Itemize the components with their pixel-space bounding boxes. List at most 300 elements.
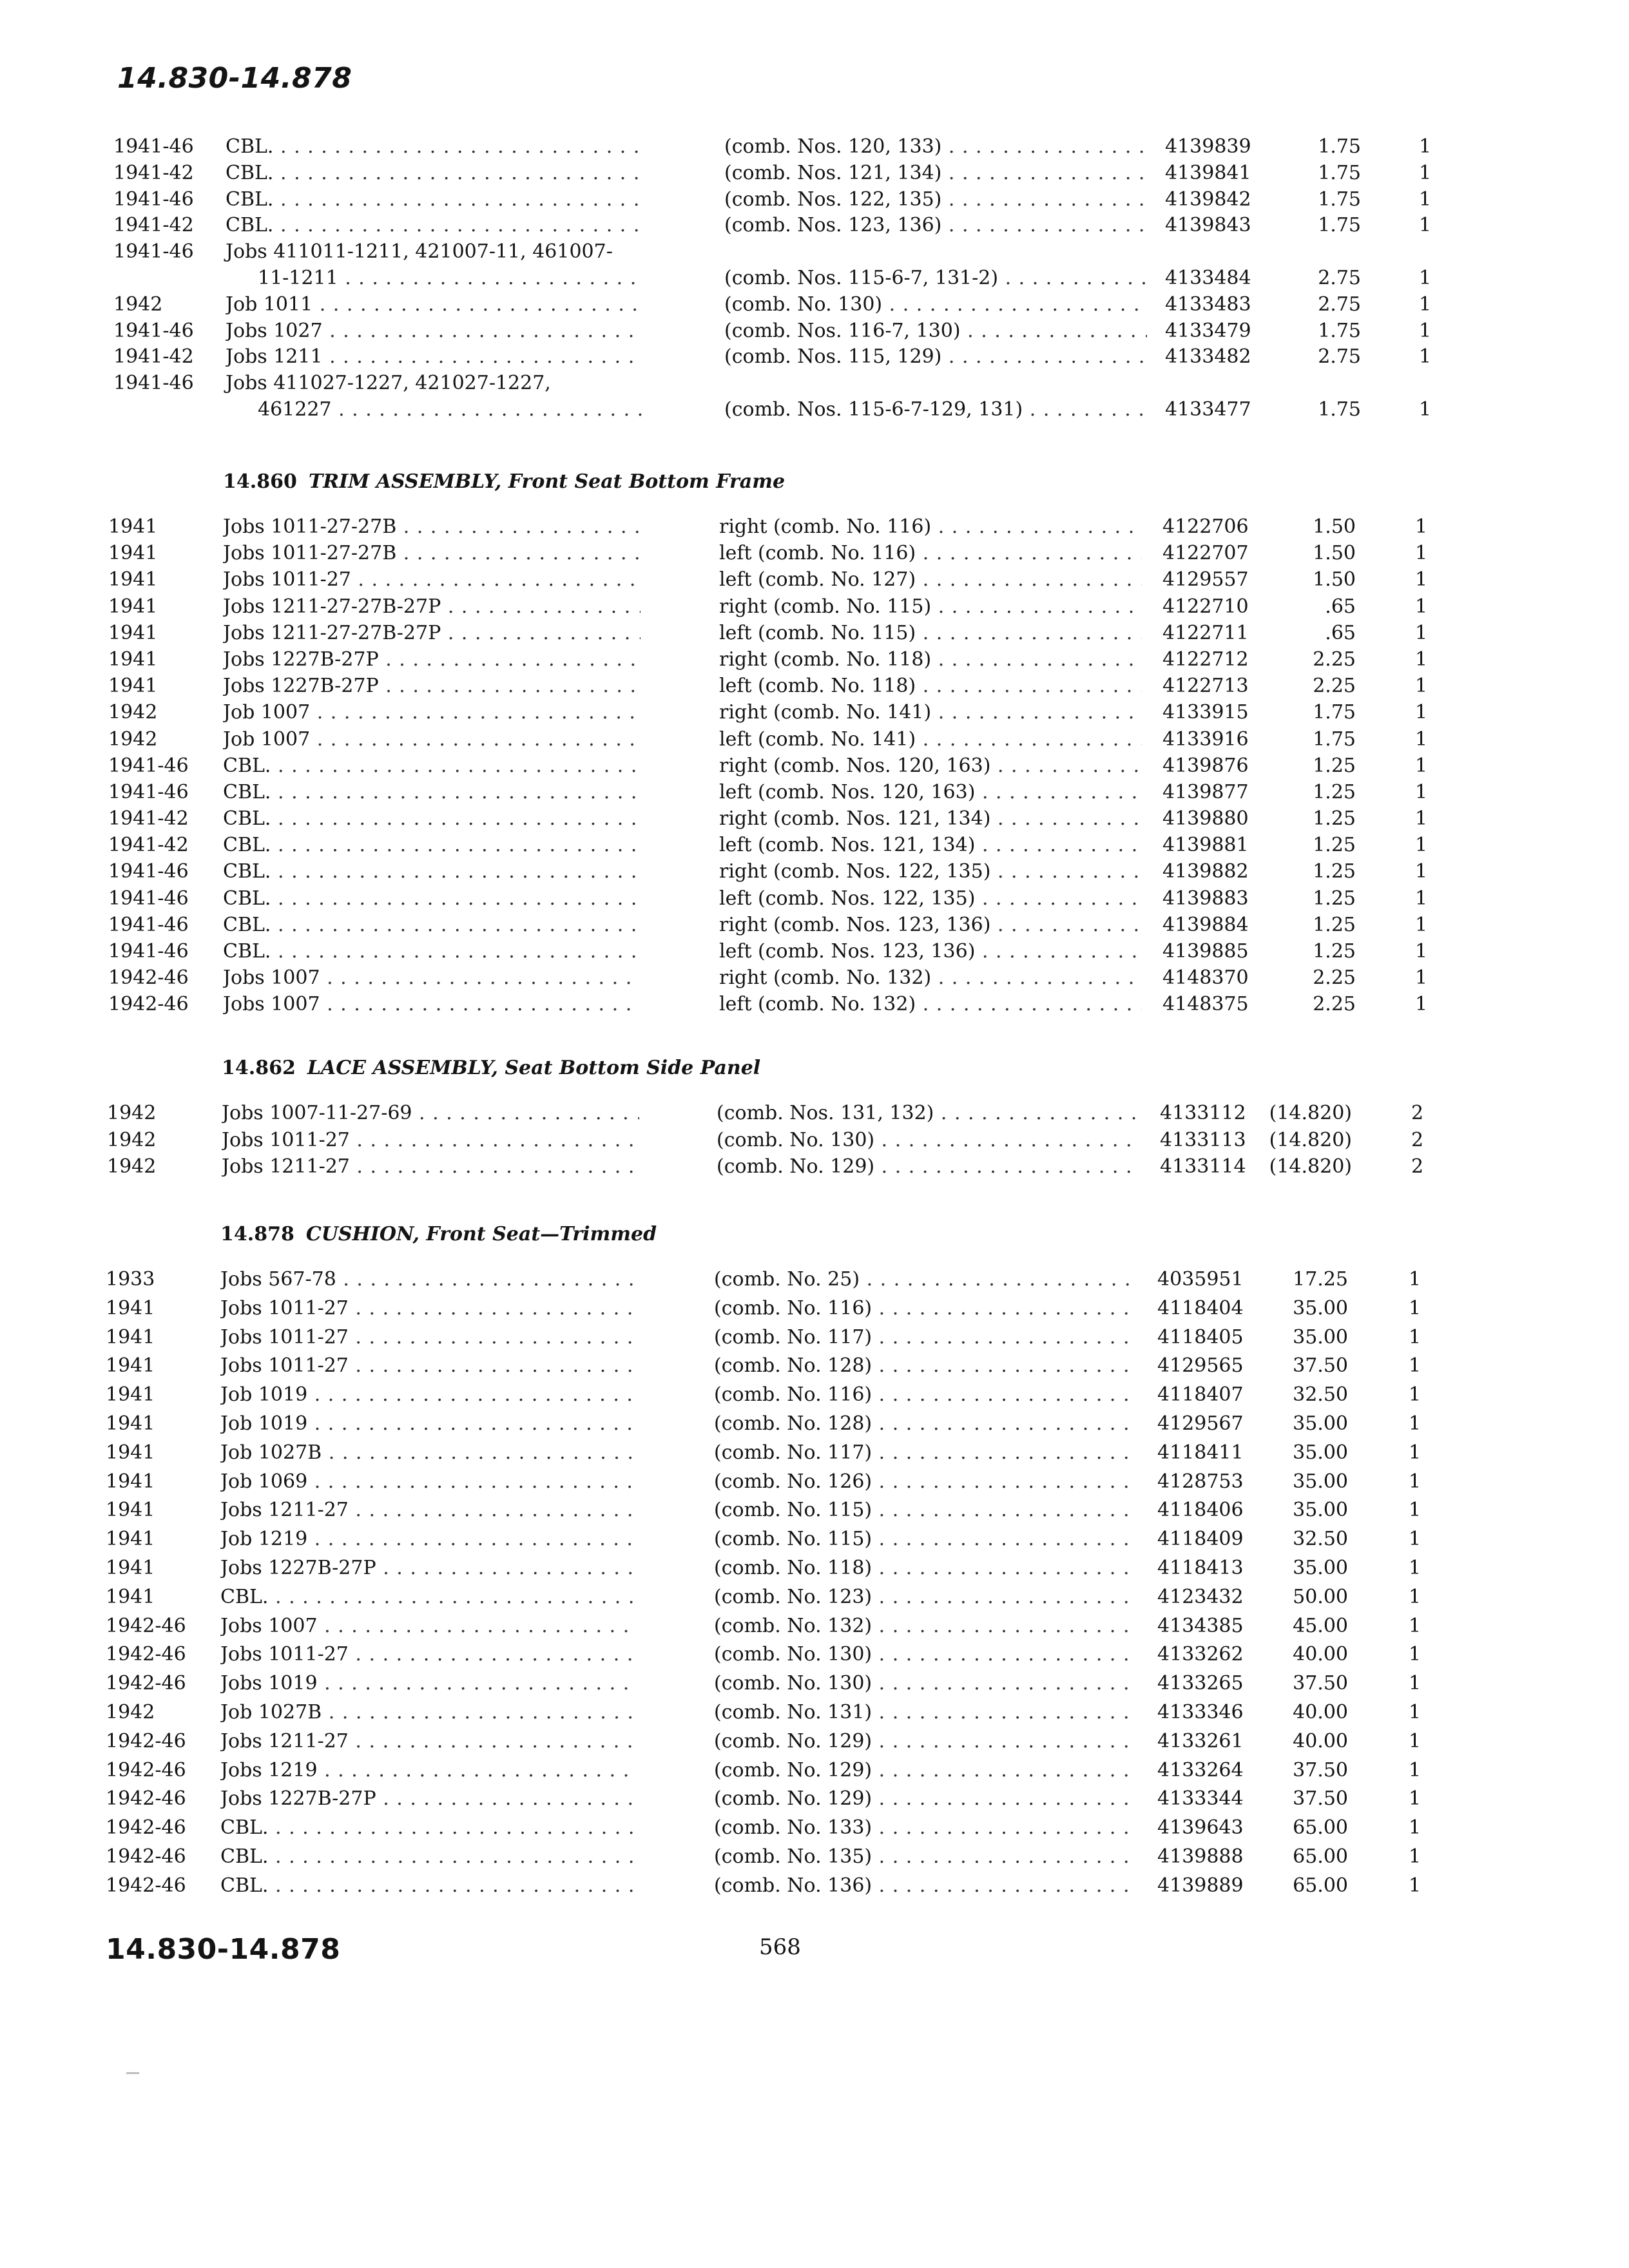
part-number-cell: 4118411: [1157, 1441, 1244, 1464]
quantity-cell: 1: [1419, 161, 1432, 184]
jobs-text: Jobs 1007-11-27-69: [222, 1102, 412, 1124]
description-cell: [724, 292, 1147, 318]
jobs-text: Jobs 1007: [220, 1614, 318, 1637]
jobs-text: Jobs 411027-1227, 421027-1227,: [226, 372, 551, 395]
price-cell: 1.25: [1313, 860, 1356, 883]
parts-row: [0, 370, 1629, 423]
jobs-cell: [220, 1325, 638, 1350]
price-cell: 35.00: [1293, 1325, 1348, 1349]
parts-row: [0, 1844, 1629, 1873]
description-text: (comb. No. 116): [714, 1383, 872, 1407]
jobs-text: CBL.: [223, 940, 271, 963]
quantity-cell: 1: [1409, 1296, 1422, 1320]
jobs-cell: [223, 753, 641, 779]
year-cell: 1942-46: [108, 966, 189, 990]
quantity-cell: 1: [1419, 266, 1432, 289]
jobs-text: CBL.: [223, 754, 271, 777]
description-text: (comb. Nos. 115, 129): [724, 345, 942, 369]
part-number-cell: 4133113: [1160, 1128, 1246, 1151]
parts-row: [0, 567, 1629, 593]
price-cell: 35.00: [1293, 1296, 1348, 1320]
jobs-text: CBL.: [226, 214, 274, 237]
jobs-text: CBL.: [223, 780, 271, 803]
quantity-cell: 1: [1415, 675, 1428, 698]
year-cell: 1941-46: [113, 372, 194, 395]
year-cell: 1941-46: [113, 319, 194, 342]
part-number-cell: 4139884: [1162, 913, 1249, 936]
parts-row: [0, 1729, 1629, 1758]
quantity-cell: 1: [1409, 1528, 1422, 1551]
year-cell: 1941: [108, 648, 158, 671]
part-number-cell: 4133483: [1165, 293, 1251, 316]
parts-row: [0, 780, 1629, 806]
jobs-text: Jobs 1219: [220, 1758, 318, 1782]
part-number-cell: 4122711: [1162, 621, 1249, 644]
year-cell: 1941-42: [113, 161, 194, 184]
part-number-cell: 4139883: [1162, 887, 1249, 910]
description-cell: [724, 344, 1147, 370]
description-cell: [719, 912, 1142, 938]
quantity-cell: 1: [1415, 727, 1428, 751]
parts-row: [0, 1815, 1629, 1844]
jobs-cell: [226, 239, 643, 265]
description-text: (comb. No. 128): [714, 1412, 872, 1435]
jobs-text: Jobs 1011-27: [223, 568, 351, 591]
part-number-cell: 4133265: [1157, 1672, 1244, 1695]
price-cell: 2.75: [1318, 345, 1361, 369]
description-cell: [714, 1267, 1137, 1293]
part-number-cell: 4123432: [1157, 1585, 1244, 1608]
jobs-text: Jobs 1227B-27P: [223, 675, 379, 698]
quantity-cell: 1: [1409, 1268, 1422, 1291]
jobs-text: Jobs 1011-27: [220, 1643, 349, 1666]
price-cell: 1.75: [1318, 214, 1361, 237]
quantity-cell: 1: [1419, 345, 1432, 369]
quantity-cell: 1: [1419, 135, 1432, 158]
description-text: (comb. No. 130): [724, 293, 883, 316]
jobs-cell: [223, 727, 641, 753]
price-cell: 1.75: [1318, 161, 1361, 184]
year-cell: 1942-46: [106, 1614, 186, 1637]
description-cell: [719, 727, 1142, 753]
year-cell: 1942: [108, 701, 158, 724]
jobs-text: CBL.: [226, 187, 274, 211]
jobs-cell: [223, 620, 641, 646]
part-number-cell: 4139881: [1162, 834, 1249, 857]
parts-row: [0, 1267, 1629, 1296]
parts-row: [0, 187, 1629, 213]
jobs-text: Jobs 1211-27-27B-27P: [223, 621, 441, 644]
description-text: (comb. No. 117): [714, 1441, 872, 1464]
jobs-text: Jobs 411011-1211, 421007-11, 461007-: [226, 240, 613, 264]
part-number-cell: 4133262: [1157, 1643, 1244, 1666]
price-cell: 35.00: [1293, 1441, 1348, 1464]
price-cell: (14.820): [1269, 1128, 1352, 1151]
jobs-text: Job 1069: [220, 1470, 308, 1493]
quantity-cell: 1: [1409, 1845, 1422, 1868]
part-number-cell: 4139889: [1157, 1874, 1244, 1897]
jobs-text: Jobs 567-78: [220, 1268, 336, 1291]
year-cell: 1941-46: [108, 754, 189, 777]
description-text: right (comb. No. 118): [719, 648, 932, 671]
jobs-text: Job 1007: [223, 701, 311, 724]
jobs-cell: [220, 1786, 638, 1812]
jobs-cell: [226, 292, 643, 318]
jobs-cell: [226, 213, 643, 238]
parts-row: [0, 1873, 1629, 1902]
parts-row: [0, 700, 1629, 726]
description-cell: [714, 1786, 1137, 1812]
year-cell: 1941: [106, 1499, 155, 1522]
parts-row: [0, 1526, 1629, 1555]
price-cell: 2.75: [1318, 266, 1361, 289]
description-cell: [724, 318, 1147, 344]
parts-row: [0, 514, 1629, 541]
year-cell: 1941: [108, 515, 158, 538]
jobs-text: Job 1219: [220, 1528, 308, 1551]
jobs-cell: [223, 992, 641, 1017]
quantity-cell: 1: [1415, 780, 1428, 803]
quantity-cell: 1: [1415, 860, 1428, 883]
jobs-text: CBL.: [220, 1874, 269, 1897]
jobs-text: CBL.: [223, 834, 271, 857]
quantity-cell: 1: [1415, 595, 1428, 618]
part-number-cell: 4129565: [1157, 1354, 1244, 1378]
description-text: (comb. No. 126): [714, 1470, 872, 1493]
jobs-text: Jobs 1011-27: [220, 1296, 349, 1320]
description-cell: [714, 1642, 1137, 1667]
price-cell: 1.25: [1313, 780, 1356, 803]
part-number-cell: 4139842: [1165, 187, 1251, 211]
description-cell: [714, 1411, 1137, 1437]
price-cell: 1.25: [1313, 834, 1356, 857]
quantity-cell: 1: [1419, 398, 1432, 421]
description-text: left (comb. Nos. 121, 134): [719, 834, 976, 857]
parts-row: [0, 620, 1629, 647]
price-cell: 2.25: [1313, 993, 1356, 1016]
description-cell: [714, 1325, 1137, 1350]
jobs-cell: [220, 1497, 638, 1523]
year-cell: 1941: [106, 1470, 155, 1493]
description-text: (comb. No. 130): [717, 1128, 875, 1151]
jobs-text: Jobs 1211-27: [220, 1499, 349, 1522]
jobs-cell: [220, 1729, 638, 1754]
description-cell: [717, 1100, 1139, 1126]
section-number: 14.860: [223, 470, 297, 493]
part-number-cell: 4133346: [1157, 1700, 1244, 1724]
year-cell: 1942-46: [106, 1729, 186, 1753]
quantity-cell: 1: [1419, 214, 1432, 237]
section-title: [223, 470, 785, 493]
price-cell: .65: [1325, 621, 1356, 644]
section-name: TRIM ASSEMBLY, Front Seat Bottom Frame: [308, 470, 786, 493]
description-cell: [719, 780, 1142, 805]
description-text: (comb. No. 130): [714, 1643, 872, 1666]
description-text: (comb. No. 129): [714, 1729, 872, 1753]
parts-row: [0, 1758, 1629, 1787]
description-text: (comb. No. 131): [714, 1700, 872, 1724]
part-number-cell: 4133916: [1162, 727, 1249, 751]
jobs-cell: [223, 859, 641, 885]
description-text: right (comb. Nos. 123, 136): [719, 913, 991, 936]
year-cell: 1941: [108, 675, 158, 698]
description-text: right (comb. Nos. 122, 135): [719, 860, 991, 883]
year-cell: 1941-42: [108, 834, 189, 857]
jobs-cell: [223, 832, 641, 858]
description-text: left (comb. No. 141): [719, 727, 916, 751]
description-cell: [719, 567, 1142, 593]
year-cell: 1942-46: [106, 1758, 186, 1782]
jobs-text: Job 1027B: [220, 1441, 322, 1464]
year-cell: 1942: [108, 727, 158, 751]
price-cell: 1.75: [1318, 398, 1361, 421]
quantity-cell: 1: [1415, 807, 1428, 831]
description-text: (comb. No. 135): [714, 1845, 872, 1868]
part-number-cell: 4139876: [1162, 754, 1249, 777]
description-text: right (comb. No. 115): [719, 595, 932, 618]
quantity-cell: 1: [1415, 993, 1428, 1016]
jobs-cell: [222, 1154, 639, 1180]
price-cell: 1.50: [1313, 568, 1356, 591]
parts-rows: [0, 1267, 1629, 1902]
parts-row: [0, 1584, 1629, 1613]
description-cell: [714, 1497, 1137, 1523]
parts-row: [0, 647, 1629, 673]
description-cell: [714, 1613, 1137, 1639]
parts-row: [0, 806, 1629, 832]
description-text: (comb. No. 129): [714, 1758, 872, 1782]
description-cell: [714, 1729, 1137, 1754]
description-text: (comb. No. 129): [714, 1787, 872, 1811]
jobs-cell: [223, 806, 641, 832]
price-cell: 1.75: [1318, 135, 1361, 158]
price-cell: 1.75: [1318, 319, 1361, 342]
part-number-cell: 4133114: [1160, 1155, 1246, 1178]
price-cell: 17.25: [1293, 1268, 1348, 1291]
jobs-text: CBL.: [223, 860, 271, 883]
year-cell: 1941-46: [108, 913, 189, 936]
jobs-cell: [226, 370, 643, 396]
description-cell: [714, 1469, 1137, 1495]
part-number-cell: 4139843: [1165, 214, 1251, 237]
description-text: (comb. No. 118): [714, 1556, 872, 1579]
parts-row: [0, 859, 1629, 885]
parts-row: [0, 1325, 1629, 1354]
jobs-cell: [220, 1296, 638, 1321]
quantity-cell: 1: [1415, 701, 1428, 724]
part-number-cell: 4129567: [1157, 1412, 1244, 1435]
description-cell: [714, 1440, 1137, 1466]
description-text: right (comb. No. 141): [719, 701, 932, 724]
price-cell: 1.25: [1313, 913, 1356, 936]
price-cell: 37.50: [1293, 1672, 1348, 1695]
jobs-cell: [220, 1758, 638, 1783]
section-number: 14.878: [220, 1223, 294, 1245]
quantity-cell: 1: [1409, 1729, 1422, 1753]
year-cell: 1941-42: [113, 214, 194, 237]
price-cell: 32.50: [1293, 1528, 1348, 1551]
description-text: (comb. Nos. 120, 133): [724, 135, 942, 158]
jobs-text: CBL.: [220, 1816, 269, 1840]
part-number-cell: 4035951: [1157, 1268, 1244, 1291]
jobs-cell: [220, 1642, 638, 1667]
part-number-cell: 4148370: [1162, 966, 1249, 990]
quantity-cell: 2: [1411, 1128, 1424, 1151]
price-cell: 2.25: [1313, 675, 1356, 698]
part-number-cell: 4133112: [1160, 1102, 1246, 1124]
part-number-cell: 4139841: [1165, 161, 1251, 184]
description-text: left (comb. Nos. 120, 163): [719, 780, 976, 803]
jobs-cell: [223, 594, 641, 620]
parts-row: [0, 541, 1629, 567]
parts-row: [0, 1411, 1629, 1440]
quantity-cell: 1: [1409, 1470, 1422, 1493]
quantity-cell: 1: [1409, 1499, 1422, 1522]
quantity-cell: 1: [1409, 1585, 1422, 1608]
quantity-cell: 1: [1409, 1441, 1422, 1464]
part-number-cell: 4118413: [1157, 1556, 1244, 1579]
price-cell: 65.00: [1293, 1874, 1348, 1897]
quantity-cell: 1: [1409, 1614, 1422, 1637]
description-text: (comb. No. 128): [714, 1354, 872, 1378]
quantity-cell: 1: [1415, 648, 1428, 671]
description-cell: [719, 859, 1142, 885]
price-cell: 65.00: [1293, 1816, 1348, 1840]
part-number-cell: 4122710: [1162, 595, 1249, 618]
part-number-cell: 4139839: [1165, 135, 1251, 158]
parts-row: [0, 292, 1629, 318]
jobs-text: Jobs 1211-27-27B-27P: [223, 595, 441, 618]
parts-rows: [0, 514, 1629, 1019]
description-cell: [719, 806, 1142, 832]
description-text: (comb. Nos. 131, 132): [717, 1102, 934, 1124]
jobs-text: Jobs 1011-27-27B: [223, 515, 397, 538]
part-number-cell: 4118407: [1157, 1383, 1244, 1407]
jobs-cell: [220, 1873, 638, 1899]
jobs-cell: [226, 344, 643, 370]
description-cell: [719, 939, 1142, 965]
price-cell: 35.00: [1293, 1412, 1348, 1435]
part-number-cell: 4122707: [1162, 542, 1249, 565]
quantity-cell: 1: [1415, 887, 1428, 910]
description-cell: [719, 832, 1142, 858]
part-number-cell: 4118404: [1157, 1296, 1244, 1320]
description-text: (comb. No. 132): [714, 1614, 872, 1637]
year-cell: 1941-42: [108, 807, 189, 831]
price-cell: 1.50: [1313, 542, 1356, 565]
quantity-cell: 1: [1409, 1325, 1422, 1349]
description-cell: [724, 213, 1147, 238]
jobs-text: Jobs 1227B-27P: [220, 1787, 376, 1811]
price-cell: 1.25: [1313, 940, 1356, 963]
part-number-cell: 4133344: [1157, 1787, 1244, 1811]
year-cell: 1942-46: [108, 993, 189, 1016]
price-cell: 2.75: [1318, 293, 1361, 316]
description-cell: [719, 886, 1142, 912]
jobs-continued: [258, 397, 643, 423]
part-number-cell: 4139877: [1162, 780, 1249, 803]
jobs-continued-text: 11-1211: [258, 266, 338, 289]
description-cell: [714, 1873, 1137, 1899]
description-text: left (comb. Nos. 122, 135): [719, 887, 976, 910]
jobs-text: CBL.: [223, 807, 271, 831]
part-number-cell: 4139882: [1162, 860, 1249, 883]
part-number-cell: 4133484: [1165, 266, 1251, 289]
parts-rows: [0, 134, 1629, 423]
description-cell: [717, 1154, 1139, 1180]
description-text: right (comb. Nos. 120, 163): [719, 754, 991, 777]
quantity-cell: 1: [1409, 1383, 1422, 1407]
price-cell: 1.75: [1313, 701, 1356, 724]
parts-row: [0, 912, 1629, 939]
year-cell: 1942: [113, 293, 163, 316]
description-text: left (comb. Nos. 123, 136): [719, 940, 976, 963]
price-cell: 2.25: [1313, 648, 1356, 671]
jobs-cell: [223, 514, 641, 540]
description-cell: [714, 1844, 1137, 1870]
description-cell: [714, 1815, 1137, 1841]
part-number-cell: 4139885: [1162, 940, 1249, 963]
year-cell: 1941: [108, 568, 158, 591]
description-cell: [719, 700, 1142, 726]
price-cell: 40.00: [1293, 1700, 1348, 1724]
jobs-cell: [220, 1700, 638, 1725]
year-cell: 1941-46: [108, 860, 189, 883]
jobs-text: CBL.: [226, 161, 274, 184]
description-text: (comb. Nos. 121, 134): [724, 161, 942, 184]
parts-row: [0, 965, 1629, 992]
description-cell: [724, 134, 1147, 160]
jobs-cell: [222, 1128, 639, 1153]
quantity-cell: 1: [1415, 940, 1428, 963]
page-header-range: 14.830-14.878: [117, 62, 352, 95]
page-footer-range: 14.830-14.878: [106, 1933, 341, 1966]
jobs-text: Jobs 1007: [223, 966, 320, 990]
description-text: right (comb. No. 116): [719, 515, 932, 538]
quantity-cell: 1: [1415, 542, 1428, 565]
section-title: [220, 1223, 657, 1245]
year-cell: 1933: [106, 1268, 155, 1291]
quantity-cell: 1: [1415, 966, 1428, 990]
year-cell: 1941: [106, 1528, 155, 1551]
price-cell: 1.25: [1313, 807, 1356, 831]
price-cell: 2.25: [1313, 966, 1356, 990]
description-cell: [724, 265, 1147, 291]
jobs-cell: [220, 1671, 638, 1696]
quantity-cell: 1: [1415, 913, 1428, 936]
year-cell: 1941: [108, 542, 158, 565]
quantity-cell: 1: [1415, 568, 1428, 591]
year-cell: 1941: [106, 1354, 155, 1378]
description-text: (comb. No. 116): [714, 1296, 872, 1320]
description-text: left (comb. No. 132): [719, 993, 916, 1016]
price-cell: 37.50: [1293, 1787, 1348, 1811]
quantity-cell: 2: [1411, 1102, 1424, 1124]
parts-rows: [0, 1100, 1629, 1181]
parts-row: [0, 753, 1629, 780]
description-text: right (comb. Nos. 121, 134): [719, 807, 991, 831]
quantity-cell: 1: [1409, 1412, 1422, 1435]
jobs-cell: [223, 673, 641, 699]
part-number-cell: 4133261: [1157, 1729, 1244, 1753]
description-text: (comb. Nos. 116-7, 130): [724, 319, 961, 342]
jobs-cell: [223, 647, 641, 673]
jobs-text: Jobs 1211-27: [220, 1729, 349, 1753]
parts-row: [0, 1469, 1629, 1498]
quantity-cell: 1: [1409, 1354, 1422, 1378]
description-cell: [714, 1296, 1137, 1321]
jobs-continued-text: 461227: [258, 398, 332, 421]
